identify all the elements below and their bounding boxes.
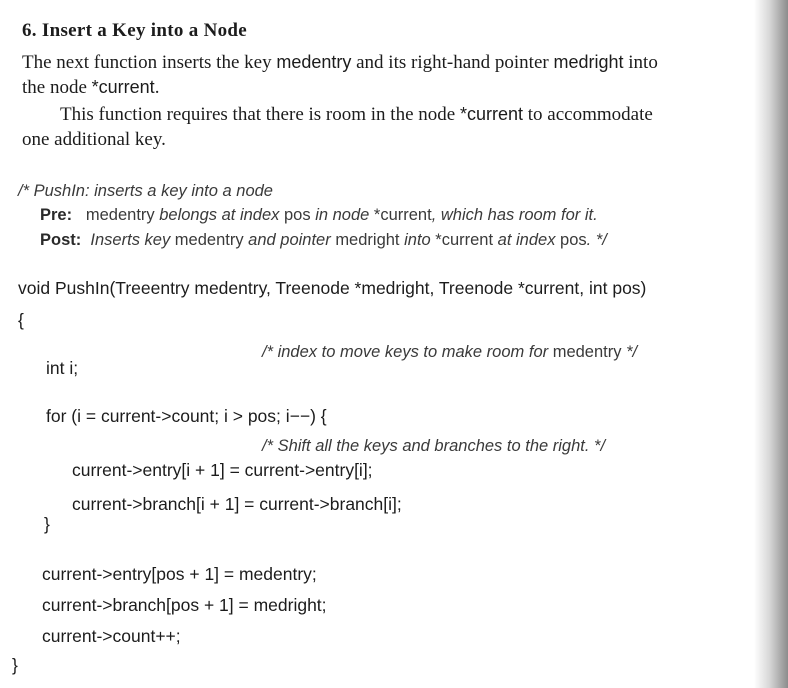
code-term: pos: [560, 231, 587, 249]
code-term: medentry: [552, 343, 622, 361]
spec-title: /* PushIn: inserts a key into a node: [18, 182, 273, 200]
text-run: at index: [493, 231, 561, 249]
text-run: This function requires that there is room in the node: [60, 104, 460, 125]
text-run: , which has room for it.: [431, 206, 598, 224]
inner-close-brace: }: [44, 514, 50, 534]
entry-assign-line: current->entry[pos + 1] = medentry;: [42, 564, 317, 584]
code-term: medentry: [85, 206, 155, 224]
comment-index: [262, 343, 637, 362]
pre-label: Pre:: [40, 206, 73, 224]
close-brace: }: [12, 655, 18, 675]
section-heading: 6. Insert a Key into a Node: [22, 20, 248, 41]
code-term: medright: [553, 52, 624, 72]
code-term: *current: [435, 231, 494, 249]
text-run: the node: [22, 77, 92, 98]
paragraph-1-line-1: [22, 52, 658, 74]
spec-pre: [40, 206, 598, 225]
spec-post: [40, 231, 607, 250]
code-term: *current: [459, 104, 523, 124]
page-edge-shadow: [754, 0, 788, 688]
code-term: medentry: [174, 231, 244, 249]
text-run: in node: [310, 206, 374, 224]
post-label: Post:: [40, 231, 82, 249]
code-term: pos: [284, 206, 311, 224]
text-run: belongs at index: [154, 206, 284, 224]
text-run: .: [154, 77, 160, 98]
paragraph-1-line-2: [22, 77, 159, 99]
paragraph-2-line-2: one additional key.: [22, 129, 166, 150]
text-run: to accommodate: [523, 104, 653, 125]
text-run: . */: [586, 231, 607, 249]
text-run: into: [623, 52, 658, 73]
code-term: *current: [91, 77, 155, 97]
code-term: medentry: [276, 52, 352, 72]
branch-assign-line: current->branch[pos + 1] = medright;: [42, 595, 327, 615]
text-run: into: [399, 231, 436, 249]
code-term: *current: [373, 206, 432, 224]
text-run: */: [621, 343, 638, 361]
code-term: medright: [335, 231, 400, 249]
open-brace: {: [18, 310, 24, 330]
paragraph-2-line-1: [60, 104, 653, 126]
for-loop-line: for (i = current->count; i > pos; i−−) {: [46, 406, 327, 426]
text-run: /* index to move keys to make room for: [262, 343, 553, 361]
entry-shift-line: current->entry[i + 1] = current->entry[i];: [72, 460, 373, 480]
count-increment-line: current->count++;: [42, 626, 181, 646]
text-run: The next function inserts the key: [22, 52, 277, 73]
text-run: Inserts key: [90, 231, 175, 249]
function-signature: void PushIn(Treeentry medentry, Treenode *medright, Treenode *current, int pos): [18, 278, 647, 298]
declaration-line: int i;: [46, 358, 79, 378]
text-run: and pointer: [243, 231, 336, 249]
text-run: and its right-hand pointer: [351, 52, 554, 73]
comment-shift: /* Shift all the keys and branches to the right. */: [262, 437, 606, 455]
branch-shift-line: current->branch[i + 1] = current->branch[i];: [72, 494, 402, 514]
